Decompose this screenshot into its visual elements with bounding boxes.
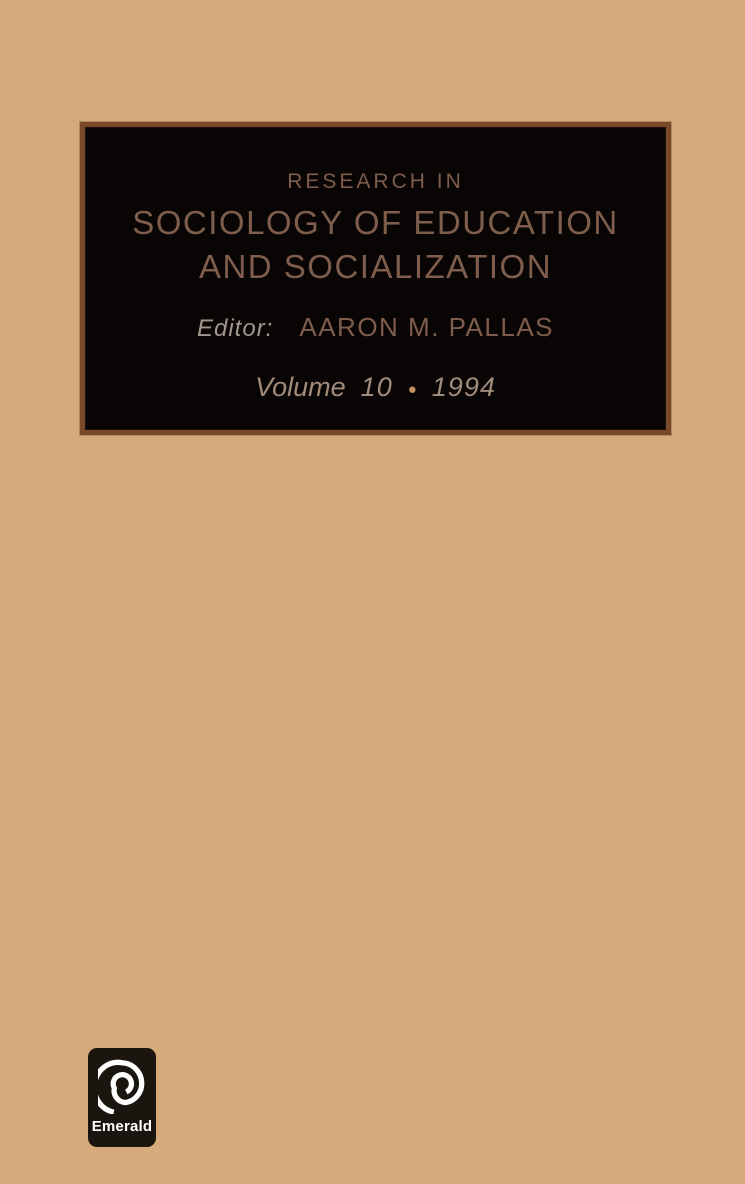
editor-row: [197, 312, 554, 343]
year: 1994: [431, 372, 496, 403]
volume-word: Volume: [255, 372, 346, 403]
series-label: RESEARCH IN: [287, 170, 464, 193]
editor-name: AARON M. PALLAS: [299, 312, 555, 343]
cover-title-plaque: [80, 122, 671, 435]
publisher-logo: [88, 1048, 156, 1147]
title-line-2: AND SOCIALIZATION: [198, 247, 553, 285]
title-line-1: SOCIOLOGY OF EDUCATION: [132, 204, 619, 241]
volume-row: [255, 372, 496, 403]
bullet-separator-icon: ●: [407, 381, 417, 399]
volume-number: 10: [360, 372, 393, 403]
publisher-name: Emerald: [91, 1118, 153, 1135]
editor-label: Editor:: [196, 315, 274, 343]
emerald-spiral-icon: [98, 1056, 146, 1116]
